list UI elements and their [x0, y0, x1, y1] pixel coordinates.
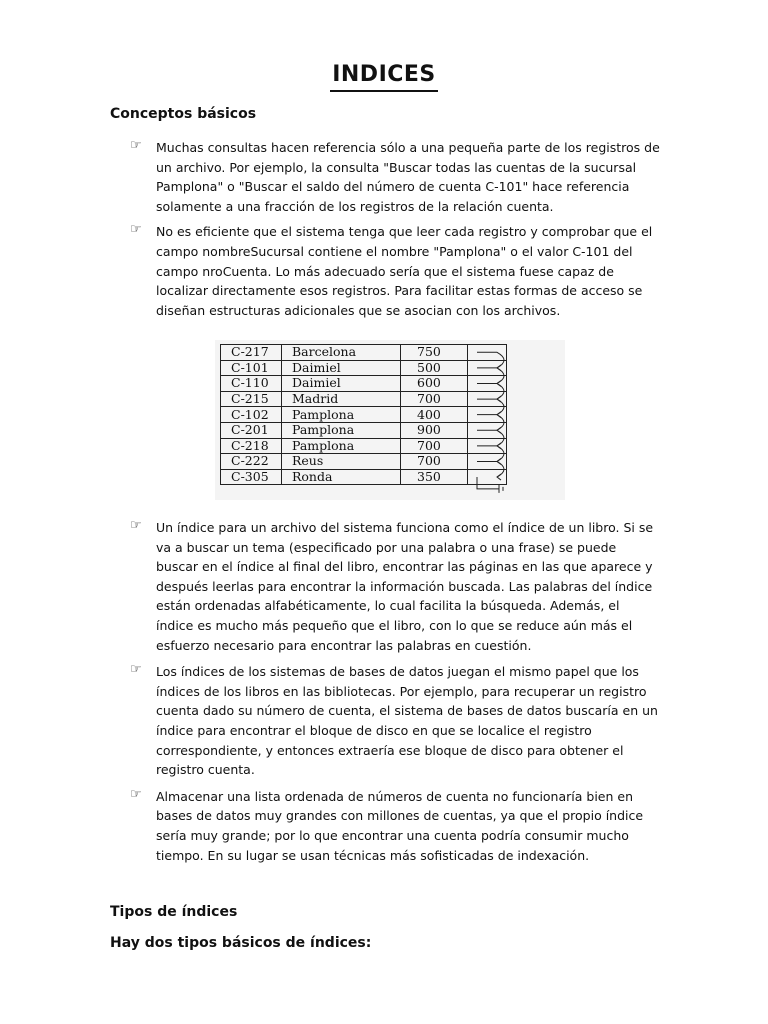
branch-cell: Reus — [282, 454, 401, 470]
branch-cell: Pamplona — [282, 407, 401, 423]
balance-cell: 600 — [401, 376, 468, 392]
balance-cell: 700 — [401, 391, 468, 407]
branch-cell: Barcelona — [282, 345, 401, 361]
list-item: ☞ No es eficiente que el sistema tenga que leer cada registro y comprobar que el campo nombreSucursal contiene el nombre "Pamplona" o el valor C-101 del campo nroCuenta. Lo más adecuado sería que el sistema fuese capaz de localizar directamente esos registros. Para facilitar estas formas de acceso se diseñan estructuras adicionales que se asocian con los archivos. — [130, 222, 653, 318]
account-cell: C-218 — [221, 438, 282, 454]
account-cell: C-101 — [221, 360, 282, 376]
account-cell: C-110 — [221, 376, 282, 392]
section-heading-conceptos: Conceptos básicos — [110, 106, 257, 122]
branch-cell: Pamplona — [282, 438, 401, 454]
account-cell: C-102 — [221, 407, 282, 423]
list-item: ☞ Almacenar una lista ordenada de números de cuenta no funcionaría bien en bases de datos muy grandes con millones de cuentas, ya que el propio índice sería muy grande; por lo que encontrar una cuenta podría consumir mucho tiempo. En su lugar se usan técnicas más sofisticadas de indexación. — [130, 786, 644, 863]
pointer-arrow — [477, 477, 503, 493]
branch-cell: Pamplona — [282, 422, 401, 438]
balance-cell: 500 — [401, 360, 468, 376]
pointing-hand-icon: ☞ — [130, 786, 142, 802]
account-cell: C-305 — [221, 469, 282, 485]
pointing-hand-icon: ☞ — [130, 222, 142, 238]
balance-cell: 400 — [401, 407, 468, 423]
list-item: ☞ Muchas consultas hacen referencia sólo a una pequeña parte de los registros de un archivo. Por ejemplo, la consulta "Buscar todas las cuentas de la sucursal Pamplona" o "Buscar el saldo del número de cuenta C-101" hace referencia solamente a una fracción de los registros de la relación cuenta. — [130, 138, 660, 214]
balance-cell: 700 — [401, 438, 468, 454]
balance-cell: 350 — [401, 469, 468, 485]
arrow-head — [497, 474, 501, 480]
branch-cell: Daimiel — [282, 376, 401, 392]
bullet-list-indices — [130, 518, 660, 872]
branch-cell: Daimiel — [282, 360, 401, 376]
balance-cell: 750 — [401, 345, 468, 361]
page-title: INDICES — [0, 62, 768, 87]
pointer-arrows — [215, 340, 565, 500]
balance-cell: 700 — [401, 454, 468, 470]
account-cell: C-215 — [221, 391, 282, 407]
pointing-hand-icon: ☞ — [130, 518, 142, 533]
section-subheading-tipos: Hay dos tipos básicos de índices: — [110, 935, 372, 951]
account-cell: C-222 — [221, 454, 282, 470]
balance-cell: 900 — [401, 422, 468, 438]
section-heading-tipos: Tipos de índices — [110, 904, 238, 920]
branch-cell: Ronda — [282, 469, 401, 485]
branch-cell: Madrid — [282, 391, 401, 407]
index-figure — [215, 340, 565, 500]
bullet-list-conceptos — [130, 138, 660, 320]
account-cell: C-201 — [221, 422, 282, 438]
list-item: ☞ Los índices de los sistemas de bases de datos juegan el mismo papel que los índices de los libros en las bibliotecas. Por ejemplo, para recuperar un registro cuenta dado su número de cuenta, el sistema de bases de datos buscaría en un índice para encontrar el bloque de disco en que se localice el registro correspondiente, y entonces extraería ese bloque de disco para obtener el registro cuenta. — [130, 662, 658, 778]
list-item: ☞ Un índice para un archivo del sistema funciona como el índice de un libro. Si se va a buscar un tema (especificado por una palabra o una frase) se puede buscar en el índice al final del libro, encontrar las páginas en las que aparece y después leerlas para encontrar la información buscada. Las palabras del índice están ordenadas alfabéticamente, lo cual facilita la búsqueda. Además, el índice es mucho más pequeño que el libro, con lo que se reduce aún más el esfuerzo necesario para encontrar las palabras en cuestión. — [130, 518, 654, 653]
pointing-hand-icon: ☞ — [130, 138, 142, 153]
account-cell: C-217 — [221, 345, 282, 361]
pointing-hand-icon: ☞ — [130, 662, 142, 678]
